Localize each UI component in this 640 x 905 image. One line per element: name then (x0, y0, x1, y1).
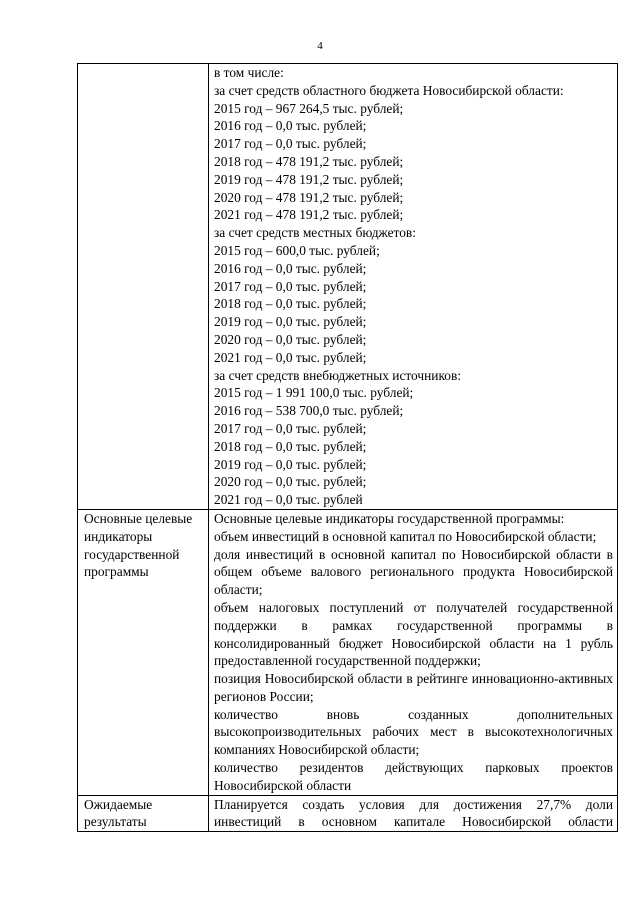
passport-table (77, 63, 618, 832)
funding-line: 2019 год – 478 191,2 тыс. рублей; (214, 171, 404, 187)
funding-line: 2017 год – 0,0 тыс. рублей; (214, 420, 367, 436)
funding-label-cell (78, 64, 209, 510)
results-row (78, 795, 618, 832)
funding-cell (209, 64, 618, 510)
funding-line: 2015 год – 1 991 100,0 тыс. рублей; (214, 385, 414, 401)
indicator-item: позиция Новосибирской области в рейтинге инновационно-активных регионов России; (214, 671, 613, 704)
funding-row (78, 64, 618, 510)
funding-line: за счет средств местных бюджетов: (214, 225, 416, 241)
funding-line: 2016 год – 0,0 тыс. рублей; (214, 118, 367, 134)
funding-line: 2021 год – 0,0 тыс. рублей; (214, 349, 367, 365)
results-label: Ожидаемые результаты (78, 795, 209, 832)
indicator-item: объем налоговых поступлений от получателей государственной поддержки в рамках государственной программы в консолидированный бюджет Новосибирской области на 1 рубль предоставленной государственной поддержки; (214, 599, 613, 669)
funding-line: 2018 год – 0,0 тыс. рублей; (214, 438, 367, 454)
funding-line: 2018 год – 0,0 тыс. рублей; (214, 296, 367, 312)
funding-line: 2019 год – 0,0 тыс. рублей; (214, 314, 367, 330)
funding-line: 2021 год – 478 191,2 тыс. рублей; (214, 207, 404, 223)
indicator-item: количество резидентов действующих парковых проектов Новосибирской области (214, 760, 613, 793)
funding-line: 2020 год – 478 191,2 тыс. рублей; (214, 189, 404, 205)
funding-line: в том числе: (214, 65, 284, 80)
indicator-item: объем инвестиций в основной капитал по Новосибирской области; (214, 528, 597, 544)
indicators-row (78, 509, 618, 795)
funding-line: 2016 год – 538 700,0 тыс. рублей; (214, 403, 404, 419)
funding-line: 2020 год – 0,0 тыс. рублей; (214, 331, 367, 347)
indicators-label: Основные целевые индикаторы государственной программы (78, 509, 209, 795)
funding-line: 2015 год – 600,0 тыс. рублей; (214, 242, 380, 258)
funding-line: 2018 год – 478 191,2 тыс. рублей; (214, 153, 404, 169)
funding-line: за счет средств внебюджетных источников: (214, 367, 462, 383)
funding-line: 2017 год – 0,0 тыс. рублей; (214, 136, 367, 152)
funding-line: 2020 год – 0,0 тыс. рублей; (214, 474, 367, 490)
results-text: Планируется создать условия для достижения 27,7% доли инвестиций в основном капитале Новосибирской области (209, 795, 618, 832)
funding-line: за счет средств областного бюджета Новосибирской области: (214, 82, 564, 98)
funding-line: 2021 год – 0,0 тыс. рублей (214, 492, 363, 508)
funding-line: 2019 год – 0,0 тыс. рублей; (214, 456, 367, 472)
page-number: 4 (317, 40, 323, 52)
funding-line: 2016 год – 0,0 тыс. рублей; (214, 260, 367, 276)
funding-line: 2015 год – 967 264,5 тыс. рублей; (214, 100, 404, 116)
funding-line: 2017 год – 0,0 тыс. рублей; (214, 278, 367, 294)
indicators-intro: Основные целевые индикаторы государственной программы: (214, 510, 565, 526)
indicators-cell (209, 509, 618, 795)
indicator-item: количество вновь созданных дополнительных высокопроизводительных рабочих мест в высокотехнологичных компаниях Новосибирской области; (214, 706, 613, 758)
indicator-item: доля инвестиций в основной капитал по Новосибирской области в общем объеме валового регионального продукта Новосибирской области; (214, 546, 613, 598)
